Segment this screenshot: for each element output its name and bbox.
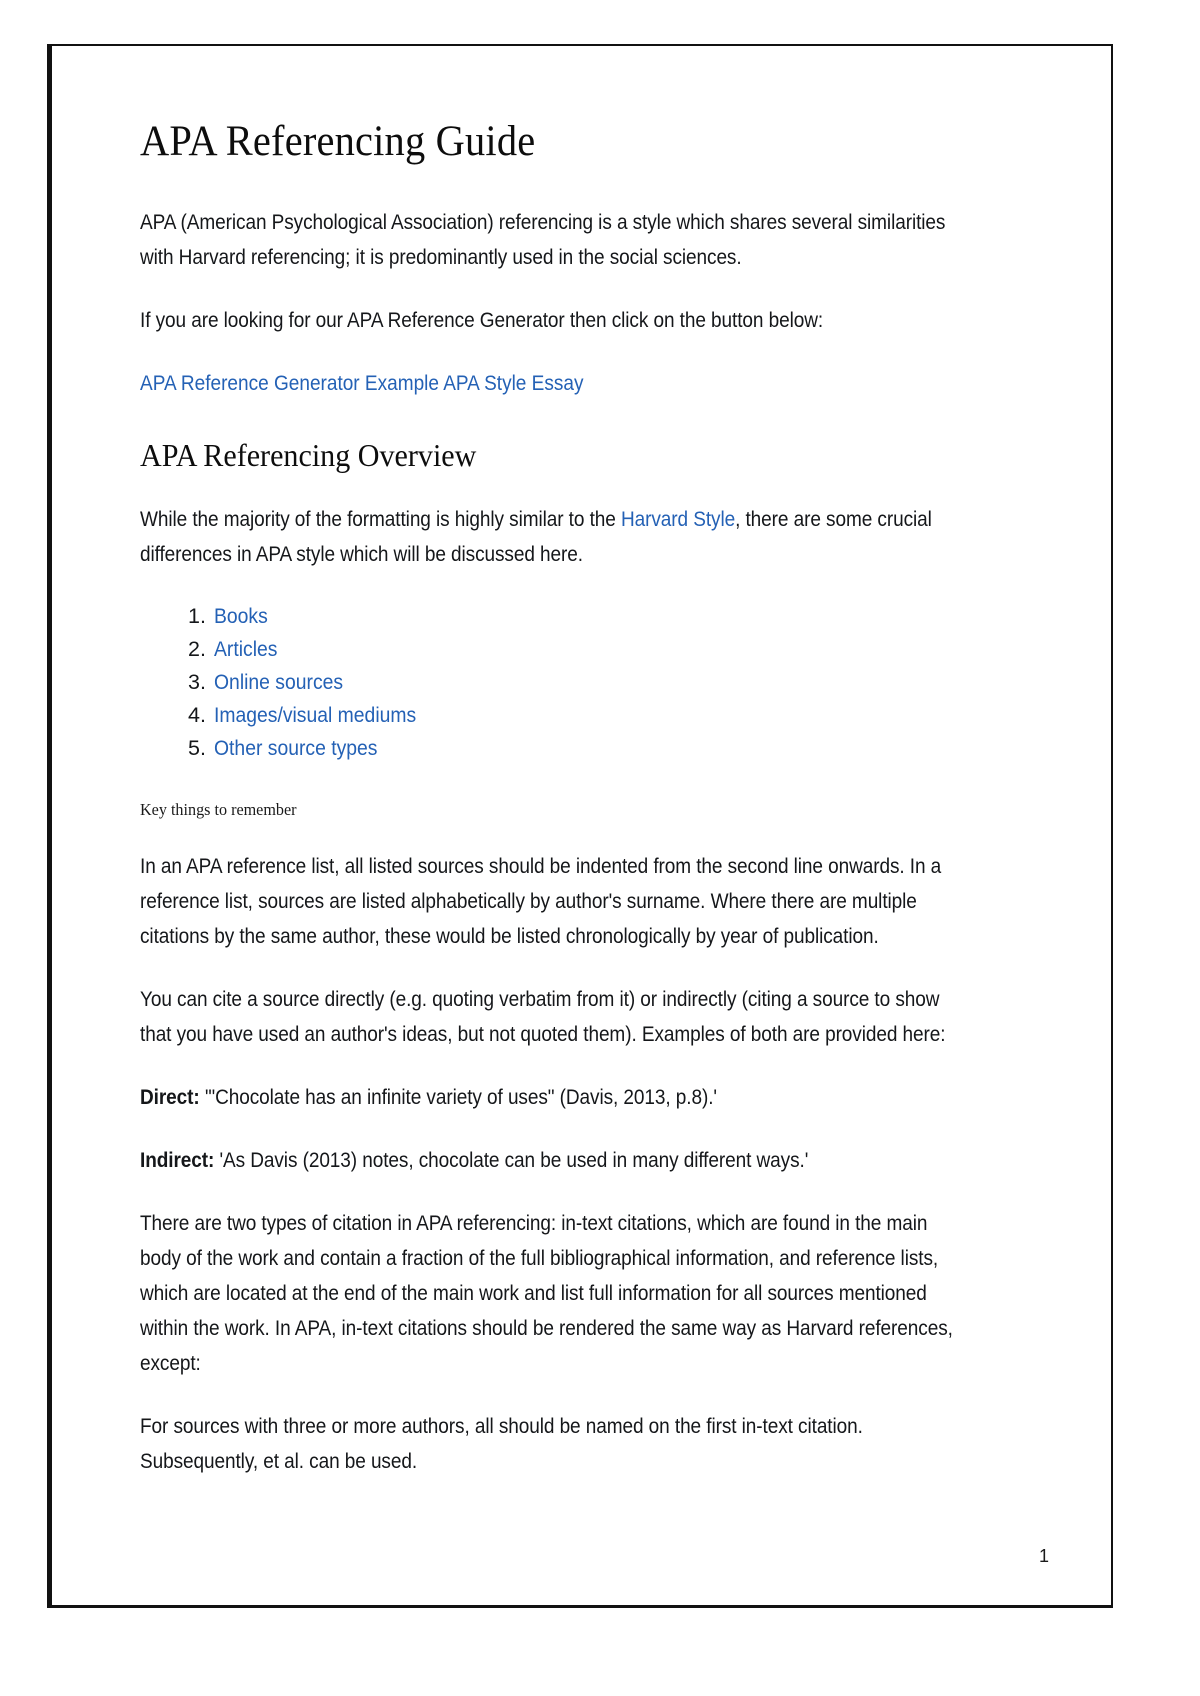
overview-intro-text-after: , there are some crucial differences in APA style which will be discussed here. <box>140 507 932 567</box>
topic-link-online-sources[interactable]: Online sources <box>214 670 344 695</box>
page-title: APA Referencing Guide <box>140 118 536 165</box>
key-things-to-remember-note: Key things to remember <box>140 800 297 820</box>
indirect-citation-example <box>140 1143 972 1178</box>
topic-link-books[interactable]: Books <box>214 604 268 629</box>
paragraph-citing-sources: You can cite a source directly (e.g. quoting verbatim from it) or indirectly (citing a source to show that you have used an author's ideas, but not quoted them). Examples of both are provided here: <box>140 987 946 1047</box>
direct-example-text: '"Chocolate has an infinite variety of uses" (Davis, 2013, p.8).' <box>199 1085 717 1110</box>
intro-paragraph-1: APA (American Psychological Association) referencing is a style which shares several similarities with Harvard referencing; it is predominantly used in the social sciences. <box>140 210 946 270</box>
list-item[interactable] <box>214 666 972 699</box>
page-number: 1 <box>1038 1546 1049 1566</box>
topic-link-articles[interactable]: Articles <box>214 637 278 662</box>
document-content <box>140 118 972 1479</box>
list-item[interactable] <box>214 699 972 732</box>
list-item[interactable] <box>214 732 972 765</box>
indirect-label: Indirect: <box>140 1148 215 1173</box>
apa-reference-generator-link[interactable]: APA Reference Generator Example APA Style Essay <box>140 371 584 396</box>
overview-intro-paragraph <box>140 502 972 572</box>
overview-intro-text-before: While the majority of the formatting is highly similar to the <box>140 507 621 532</box>
section-heading-overview: APA Referencing Overview <box>140 437 477 474</box>
generator-link-line <box>140 366 972 401</box>
overview-topic-list <box>140 600 972 765</box>
harvard-style-link[interactable]: Harvard Style <box>620 507 736 532</box>
paragraph-citation-types: There are two types of citation in APA referencing: in-text citations, which are found in the main body of the work and contain a fraction of the full bibliographical information, and reference lists, which are located at the end of the main work and list full information for all sources mentioned within the work. In APA, in-text citations should be rendered the same way as Harvard references, except: <box>140 1211 953 1376</box>
paragraph-reference-list-rules: In an APA reference list, all listed sources should be indented from the second line onwards. In a reference list, sources are listed alphabetically by author's surname. Where there are multiple citations by the same author, these would be listed chronologically by year of publication. <box>140 854 942 949</box>
document-page <box>47 44 1113 1608</box>
indirect-example-text: 'As Davis (2013) notes, chocolate can be used in many different ways.' <box>214 1148 809 1173</box>
list-item[interactable] <box>214 633 972 666</box>
intro-paragraph-2: If you are looking for our APA Reference Generator then click on the button below: <box>140 308 824 333</box>
direct-citation-example <box>140 1080 972 1115</box>
topic-link-other-source-types[interactable]: Other source types <box>214 736 378 761</box>
topic-link-images-visual-mediums[interactable]: Images/visual mediums <box>214 703 417 728</box>
list-item[interactable] <box>214 600 972 633</box>
direct-label: Direct: <box>140 1085 200 1110</box>
paragraph-three-or-more-authors: For sources with three or more authors, all should be named on the first in-text citation. Subsequently, et al. can be used. <box>140 1414 863 1474</box>
